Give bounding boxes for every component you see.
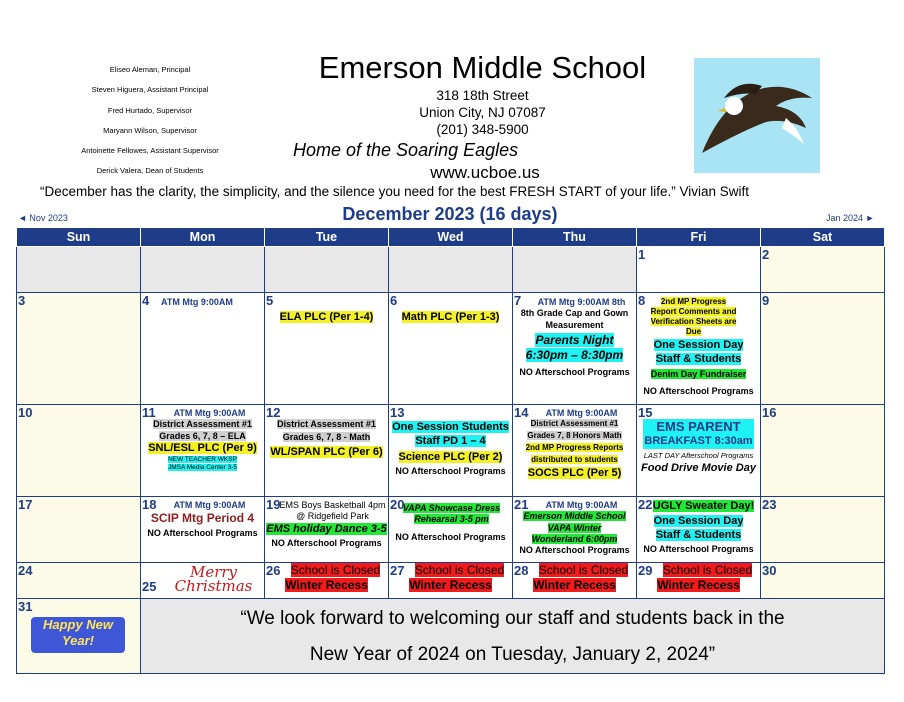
event-new-teacher-wksp: NEW TEACHER WKSP <box>168 455 237 463</box>
day-number: 21 <box>514 497 529 512</box>
website: www.ucboe.us <box>430 163 540 182</box>
event-media-center: JMSA Media Center 3-5 <box>167 463 237 471</box>
event-winter-recess: Winter Recess <box>409 578 492 592</box>
day-number: 22 <box>638 497 653 512</box>
week-row-3 <box>17 405 885 497</box>
event-district-assessment: District Assessment #1 <box>153 419 252 430</box>
happy-new-year-image: Happy New Year! <box>31 617 125 653</box>
staff-principal: Eliseo Aleman, Principal <box>109 65 191 74</box>
day-cell-19 <box>265 497 389 563</box>
day-number: 12 <box>266 405 281 420</box>
event-breakfast-time: BREAKFAST 8:30am <box>644 435 753 448</box>
weekday-fri: Fri <box>637 228 761 247</box>
day-number: 23 <box>762 497 777 512</box>
staff-dean: Derick Valera, Dean of Students <box>96 166 204 176</box>
weekday-thu: Thu <box>513 228 637 247</box>
day-number: 11 <box>142 405 156 420</box>
day-number: 4 <box>142 293 150 308</box>
day-number: 19 <box>266 497 281 512</box>
day-cell-23 <box>761 497 885 563</box>
day-cell-11 <box>141 405 265 497</box>
day-cell-13 <box>389 405 513 497</box>
day-cell-29 <box>637 563 761 599</box>
day-number: 16 <box>762 405 777 420</box>
event-holiday-dance: EMS holiday Dance 3-5 <box>266 522 387 535</box>
day-number: 30 <box>762 563 777 578</box>
day-number: 24 <box>18 563 33 578</box>
event-one-session-students: One Session Students <box>392 421 509 433</box>
day-number: 13 <box>390 405 405 420</box>
event-no-afterschool: NO Afterschool Programs <box>643 385 754 396</box>
day-cell-18 <box>141 497 265 563</box>
day-cell-24 <box>17 563 141 599</box>
staff-list <box>55 60 245 182</box>
day-number: 3 <box>18 293 26 308</box>
day-number: 8 <box>638 293 646 308</box>
day-cell-6 <box>389 293 513 405</box>
event-denim-day: Denim Day Fundraiser <box>650 368 747 379</box>
event-progress-reports: 2nd MP Progress Reports <box>525 443 624 453</box>
day-number: 27 <box>390 563 405 578</box>
day-cell-10 <box>17 405 141 497</box>
motto: Home of the Soaring Eagles <box>293 140 519 160</box>
event-winter-recess: Winter Recess <box>657 578 740 592</box>
event-school-closed: School is Closed <box>290 563 381 577</box>
event-staff-pd: Staff PD 1 – 4 <box>415 434 486 447</box>
day-cell-14 <box>513 405 637 497</box>
empty-day <box>513 247 637 293</box>
day-cell-15 <box>637 405 761 497</box>
event-socs-plc: SOCS PLC (Per 5) <box>527 467 622 480</box>
day-cell-2 <box>761 247 885 293</box>
day-number: 7 <box>514 293 522 308</box>
event-atm: ATM Mtg 9:00AM 8th <box>537 297 626 307</box>
empty-day <box>141 247 265 293</box>
event-scip-mtg: SCIP Mtg Period 4 <box>150 511 255 526</box>
weekday-wed: Wed <box>389 228 513 247</box>
staff-supervisor-2: Maryann Wilson, Supervisor <box>103 125 197 135</box>
day-cell-31 <box>17 599 141 674</box>
day-number: 2 <box>762 247 770 262</box>
day-number: 17 <box>18 497 33 512</box>
day-cell-5 <box>265 293 389 405</box>
day-number: 10 <box>18 405 33 420</box>
day-cell-20 <box>389 497 513 563</box>
event-district-assessment: District Assessment #1 <box>530 419 619 429</box>
day-cell-16 <box>761 405 885 497</box>
week-row-4 <box>17 497 885 563</box>
event-food-drive: Food Drive Movie Day <box>641 462 756 475</box>
event-parent-breakfast: EMS PARENT <box>656 419 741 434</box>
event-cap-gown: 8th Grade Cap and Gown Measurement <box>520 308 629 330</box>
event-progress-report: 2nd MP Progress Report Comments and Verification Sheets are Due <box>650 297 737 336</box>
event-no-afterschool: NO Afterschool Programs <box>395 531 506 542</box>
event-winter-recess: Winter Recess <box>285 578 368 592</box>
event-no-afterschool: NO Afterschool Programs <box>519 366 630 377</box>
event-last-day-afterschool: LAST DAY Afterschool Programs <box>643 451 754 460</box>
prev-month-link[interactable]: ◄ Nov 2023 <box>18 213 68 223</box>
day-number: 1 <box>638 247 646 262</box>
day-cell-25 <box>141 563 265 599</box>
day-cell-21 <box>513 497 637 563</box>
day-number: 15 <box>638 405 653 420</box>
event-grades-math: Grades 6, 7, 8 - Math <box>282 432 371 443</box>
day-number: 9 <box>762 293 770 308</box>
event-winter-wonderland: Emerson Middle School VAPA Winter Wonderland 6:00pm <box>523 511 626 544</box>
merry-christmas-image: Merry Christmas <box>174 563 253 595</box>
week-row-1 <box>17 247 885 293</box>
day-number: 5 <box>266 293 274 308</box>
empty-day <box>17 247 141 293</box>
school-name: Emerson Middle School <box>318 50 647 85</box>
event-science-plc: Science PLC (Per 2) <box>398 450 503 463</box>
weekday-sun: Sun <box>17 228 141 247</box>
day-cell-4 <box>141 293 265 405</box>
closing-message-cell <box>141 599 885 674</box>
day-cell-17 <box>17 497 141 563</box>
event-no-afterschool: NO Afterschool Programs <box>395 466 506 477</box>
event-atm: ATM Mtg 9:00AM <box>545 500 618 510</box>
day-cell-12 <box>265 405 389 497</box>
day-number: 29 <box>638 563 653 578</box>
empty-day <box>265 247 389 293</box>
day-number: 31 <box>18 599 33 614</box>
day-number: 26 <box>266 563 281 578</box>
day-number: 18 <box>142 497 157 512</box>
day-number: 20 <box>390 497 405 512</box>
day-cell-9 <box>761 293 885 405</box>
week-row-5 <box>17 563 885 599</box>
weekday-tue: Tue <box>265 228 389 247</box>
event-atm: ATM Mtg 9:00AM <box>161 297 233 307</box>
address-line2: Union City, NJ 07087 <box>419 105 546 120</box>
day-cell-30 <box>761 563 885 599</box>
event-distributed: distributed to students <box>531 455 618 465</box>
event-wl-span-plc: WL/SPAN PLC (Per 6) <box>270 445 383 458</box>
event-grades-ela: Grades 6, 7, 8 – ELA <box>159 430 246 441</box>
event-atm: ATM Mtg 9:00AM <box>173 408 246 418</box>
day-cell-28 <box>513 563 637 599</box>
event-ugly-sweater: UGLY Sweater Day! <box>652 500 755 512</box>
staff-assistant-supervisor: Antoinette Fellowes, Assistant Supervisor <box>81 146 219 156</box>
day-cell-27 <box>389 563 513 599</box>
next-month-link[interactable]: Jan 2024 ► <box>826 213 875 223</box>
event-atm: ATM Mtg 9:00AM <box>173 500 246 510</box>
event-parents-night: Parents Night 6:30pm – 8:30pm <box>525 332 624 362</box>
event-vapa-rehearsal: VAPA Showcase Dress Rehearsal 3-5 pm <box>402 503 501 525</box>
calendar-grid <box>16 227 885 674</box>
event-snl-esl-plc: SNL/ESL PLC (Per 9) <box>148 441 257 454</box>
event-one-session: One Session Day Staff & Students <box>653 339 744 365</box>
week-row-6 <box>17 599 885 674</box>
day-cell-1 <box>637 247 761 293</box>
staff-supervisor-1: Fred Hurtado, Supervisor <box>107 105 193 115</box>
event-honors-math: Grades 7, 8 Honors Math <box>527 431 622 441</box>
event-no-afterschool: NO Afterschool Programs <box>271 538 382 549</box>
event-school-closed: School is Closed <box>414 563 505 577</box>
month-title: December 2023 (16 days) <box>342 204 558 224</box>
day-cell-22 <box>637 497 761 563</box>
day-cell-26 <box>265 563 389 599</box>
day-number: 28 <box>514 563 529 578</box>
address-line1: 318 18th Street <box>436 88 529 103</box>
weekday-header-row <box>17 228 885 247</box>
event-atm: ATM Mtg 9:00AM <box>545 408 618 418</box>
event-one-session: One Session Day Staff & Students <box>653 514 744 541</box>
closing-line-2: New Year of 2024 on Tuesday, January 2, 2024” <box>309 644 716 665</box>
eagle-image <box>694 58 820 173</box>
event-no-afterschool: NO Afterschool Programs <box>643 544 754 555</box>
weekday-sat: Sat <box>761 228 885 247</box>
day-number: 25 <box>142 579 157 594</box>
weekday-mon: Mon <box>141 228 265 247</box>
day-cell-3 <box>17 293 141 405</box>
staff-assistant-principal: Steven Higuera, Assistant Principal <box>91 85 209 95</box>
day-number: 14 <box>514 405 529 420</box>
event-school-closed: School is Closed <box>538 563 629 577</box>
inspirational-quote: “December has the clarity, the simplicity, and the silence you need for the best FRESH START of your life.” Vivian Swift <box>40 184 750 199</box>
event-ela-plc: ELA PLC (Per 1-4) <box>279 311 374 323</box>
event-winter-recess: Winter Recess <box>533 578 616 592</box>
day-cell-8 <box>637 293 761 405</box>
event-no-afterschool: NO Afterschool Programs <box>519 545 630 555</box>
day-number: 6 <box>390 293 398 308</box>
event-district-assessment: District Assessment #1 <box>277 419 376 429</box>
event-no-afterschool: NO Afterschool Programs <box>147 528 258 539</box>
event-math-plc: Math PLC (Per 1-3) <box>401 311 500 323</box>
closing-line-1: “We look forward to welcoming our staff and students back in the <box>240 608 785 629</box>
event-school-closed: School is Closed <box>662 563 753 577</box>
day-cell-7 <box>513 293 637 405</box>
school-address <box>400 87 565 138</box>
empty-day <box>389 247 513 293</box>
event-basketball: EMS Boys Basketball 4pm @ Ridgefield Park <box>279 500 386 522</box>
phone: (201) 348-5900 <box>436 122 529 137</box>
week-row-2 <box>17 293 885 405</box>
